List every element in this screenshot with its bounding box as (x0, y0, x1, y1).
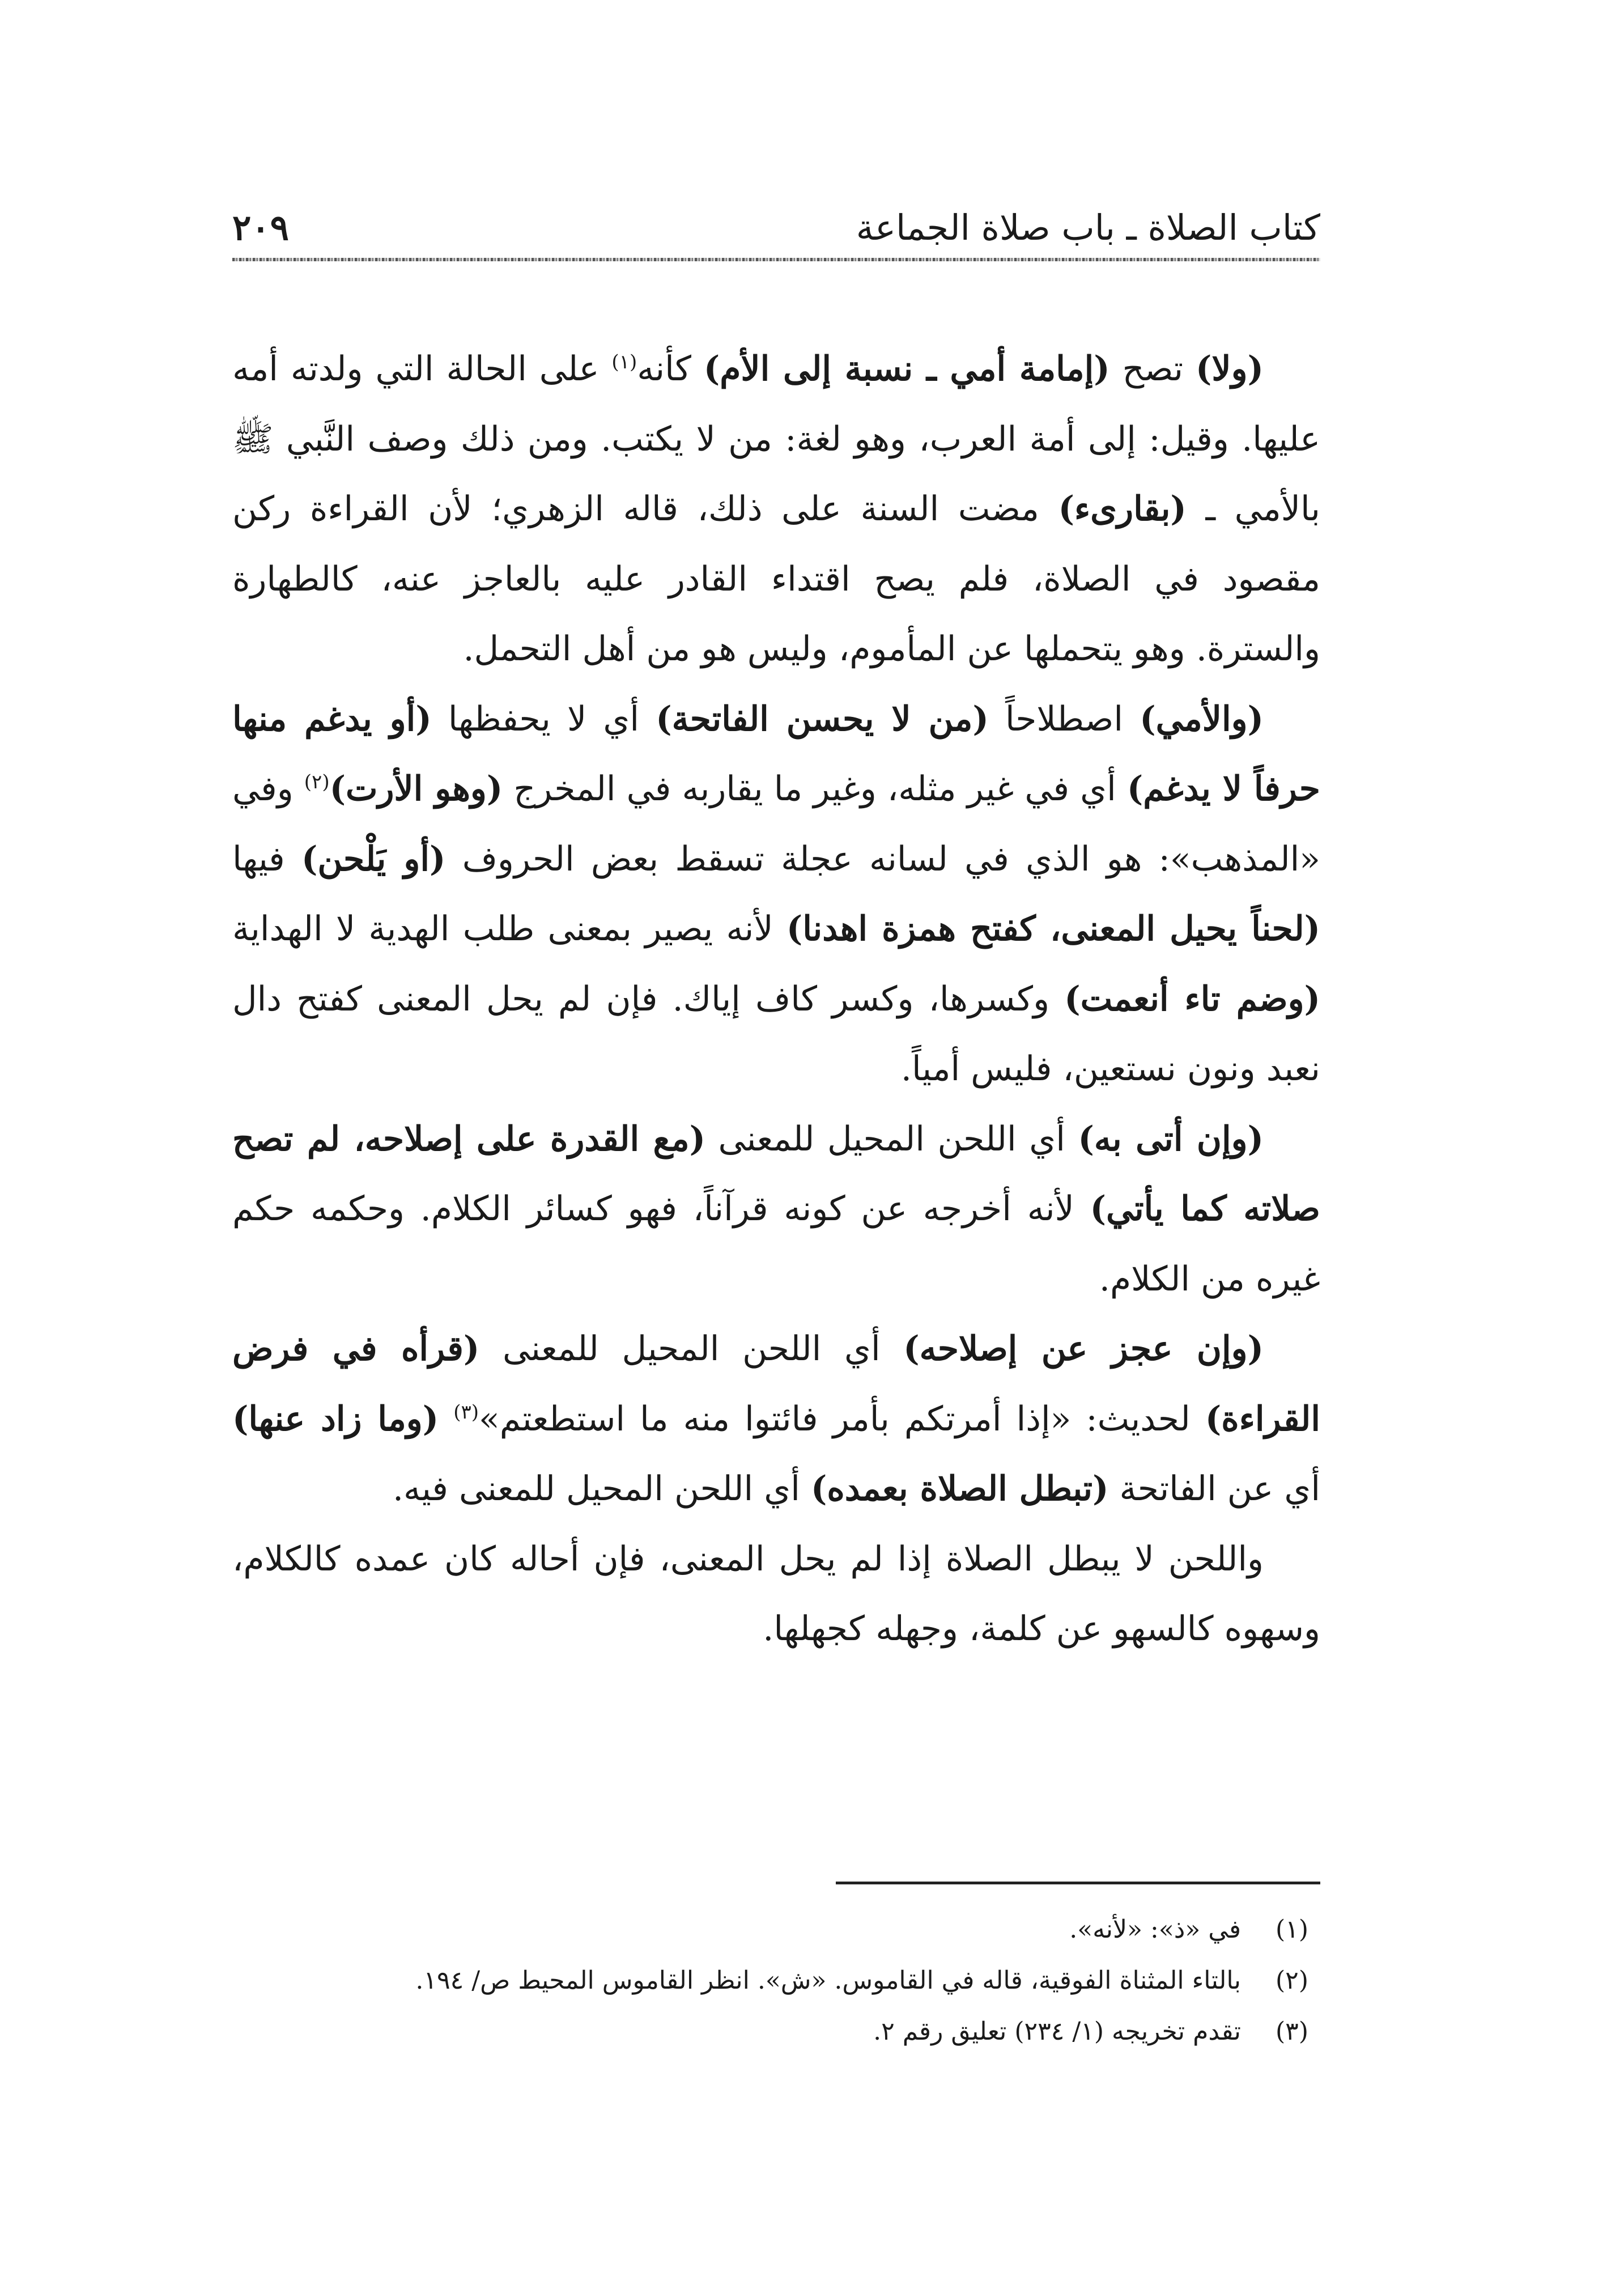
footnotes (232, 1904, 1320, 2057)
footnote-ref: (٣) (453, 1400, 479, 1424)
footnote-ref: (٢) (304, 771, 330, 793)
matn-text: (وضم تاء أنعمت) (1064, 979, 1320, 1019)
footnote-item (232, 1955, 1320, 2006)
paragraph-3 (232, 1105, 1320, 1315)
sharh-text: أي اللحن المحيل للمعنى (705, 1119, 1078, 1159)
footnote-text: تقدم تخريجه (١/ ٢٣٤) تعليق رقم ٢. (873, 2017, 1241, 2046)
paragraph-1 (232, 334, 1320, 685)
matn-text: (إمامة أمي ـ نسبة إلى الأم) (703, 349, 1110, 389)
footnote-separator (836, 1882, 1320, 1884)
sharh-text: لحديث: «إذا أمرتكم بأمر فائتوا منه ما استطعتم» (479, 1399, 1205, 1439)
sharh-text: أي في غير مثله، وغير ما يقاربه في المخرج (503, 769, 1127, 809)
main-text (232, 334, 1320, 1664)
footnote-ref: (١) (611, 351, 637, 373)
matn-text: (تبطل الصلاة بعمده) (810, 1469, 1109, 1509)
sharh-text: أي اللحن المحيل للمعنى فيه. (392, 1469, 811, 1509)
footnote-item (232, 2006, 1320, 2057)
sharh-text (439, 1399, 453, 1439)
sharh-text: أي لا يحفظها (431, 699, 656, 739)
sharh-text: وكسرها، وكسر كاف إياك. فإن لم يحل المعنى كفتح دال نعبد ونون نستعين، فليس أمياً. (232, 979, 1320, 1089)
sharh-text: أي اللحن المحيل للمعنى (479, 1329, 904, 1369)
footnote-item (232, 1904, 1320, 1955)
sharh-text: فيها (232, 839, 301, 879)
matn-text: (وهو الأرت) (329, 769, 503, 809)
header-rule (232, 258, 1320, 261)
footnote-number: (٣) (1276, 2017, 1308, 2046)
paragraph-5 (232, 1525, 1320, 1664)
matn-text: (ولا) (1196, 349, 1264, 389)
matn-text: (أو يدغم منها حرفاً لا يدغم) (232, 699, 1321, 809)
matn-text: (والأمي) (1140, 699, 1264, 739)
footnote-number: (٢) (1276, 1966, 1308, 1995)
matn-text: (بقارىء) (1058, 489, 1187, 529)
sharh-text: كأنه (637, 349, 704, 389)
sharh-text: تصح (1109, 349, 1196, 389)
matn-text: (وإن عجز عن إصلاحه) (903, 1329, 1264, 1369)
page-number: ٢٠٩ (232, 207, 289, 248)
sharh-text: لأنه يصير بمعنى طلب الهدية لا الهداية (232, 909, 787, 949)
sharh-text: اصطلاحاً (988, 699, 1140, 739)
chapter-title: كتاب الصلاة ـ باب صلاة الجماعة (856, 207, 1320, 248)
matn-text: (أو يَلْحن) (301, 839, 446, 879)
matn-text: (مع القدرة على إصلاحه، لم تصح صلاته كما يأتي) (232, 1119, 1320, 1229)
sharh-text: مضت السنة على ذلك، قاله الزهري؛ لأن القراءة ركن مقصود في الصلاة، فلم يصح اقتداء القادر عليه بالعاجز عنه، كالطهارة والسترة. وهو يتحملها عن المأموم، وليس هو من أهل التحمل. (232, 489, 1320, 669)
matn-text: (وما زاد عنها) (232, 1399, 439, 1439)
sharh-text: لأنه أخرجه عن كونه قرآناً، فهو كسائر الكلام. وحكمه حكم غيره من الكلام. (232, 1189, 1320, 1299)
matn-text: (وإن أتى به) (1078, 1119, 1264, 1159)
sharh-text: واللحن لا يبطل الصلاة إذا لم يحل المعنى، فإن أحاله كان عمده كالكلام، وسهوه كالسهو عن كلمة، وجهله كجهلها. (232, 1539, 1320, 1649)
footnote-text: بالتاء المثناة الفوقية، قاله في القاموس. «ش». انظر القاموس المحيط ص/ ١٩٤. (415, 1966, 1241, 1995)
sharh-text: وفي «المذهب»: هو الذي في لسانه عجلة تسقط بعض الحروف (232, 769, 1320, 879)
footnote-number: (١) (1276, 1915, 1308, 1944)
matn-text: (من لا يحسن الفاتحة) (656, 699, 989, 739)
paragraph-4 (232, 1314, 1320, 1525)
running-header (232, 201, 1320, 264)
paragraph-2 (232, 685, 1320, 1105)
sharh-text: أي عن الفاتحة (1108, 1469, 1320, 1509)
matn-text: (قرأه في فرض القراءة) (232, 1329, 1321, 1439)
sharh-text: على الحالة التي ولدته أمه عليها. وقيل: إلى أمة العرب، وهو لغة: من لا يكتب. ومن ذلك وصف النَّبي ﷺ بالأمي ـ (232, 349, 1321, 529)
footnote-text: في «ذ»: «لأنه». (1069, 1915, 1241, 1944)
matn-text: (لحناً يحيل المعنى، كفتح همزة اهدنا) (786, 909, 1320, 949)
